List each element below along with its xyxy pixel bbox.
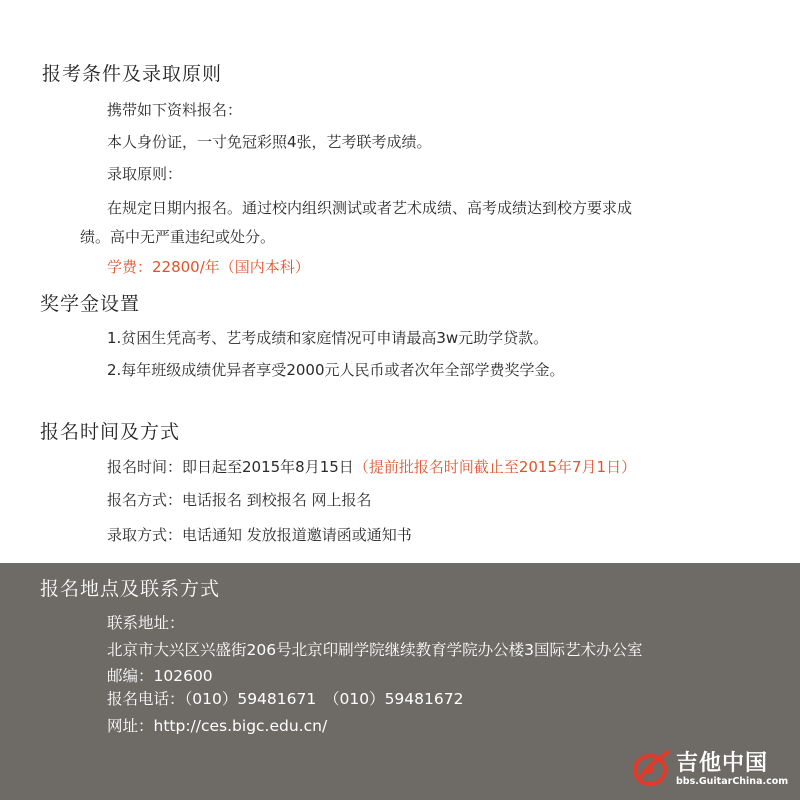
principles-label: 录取原则： bbox=[107, 165, 183, 183]
guitarchina-watermark bbox=[632, 746, 792, 794]
early-deadline-note: （提前批报名时间截止至2015年7月1日） bbox=[353, 458, 637, 476]
section-heading-contact: 报名地点及联系方式 bbox=[40, 578, 221, 600]
materials-label: 携带如下资料报名： bbox=[107, 101, 243, 119]
section-heading-scholarship: 奖学金设置 bbox=[40, 293, 141, 315]
website-text: 网址：http://ces.bigc.edu.cn/ bbox=[107, 717, 328, 735]
watermark-url: bbs.GuitarChina.com bbox=[676, 776, 789, 787]
watermark-name: 吉他中国 bbox=[676, 751, 769, 776]
tuition-text: 学费：22800/年（国内本科） bbox=[107, 258, 310, 276]
admission-notice-method: 录取方式：电话通知 发放报道邀请函或通知书 bbox=[107, 526, 412, 544]
scholarship-item-1: 1.贫困生凭高考、艺考成绩和家庭情况可申请最高3w元助学贷款。 bbox=[107, 329, 549, 347]
registration-method: 报名方式：电话报名 到校报名 网上报名 bbox=[107, 491, 372, 509]
guitar-logo-icon bbox=[632, 748, 672, 788]
address-text: 北京市大兴区兴盛街206号北京印刷学院继续教育学院办公楼3国际艺术办公室 bbox=[107, 641, 643, 659]
principles-text-line2: 绩。高中无严重违纪或处分。 bbox=[80, 228, 276, 246]
section-heading-requirements: 报考条件及录取原则 bbox=[42, 63, 223, 85]
principles-text-line1: 在规定日期内报名。通过校内组织测试或者艺术成绩、高考成绩达到校方要求成 bbox=[107, 199, 633, 217]
registration-time bbox=[107, 456, 636, 477]
phone-text: 报名电话：（010）59481671 （010）59481672 bbox=[107, 690, 464, 708]
scholarship-item-2: 2.每年班级成绩优异者享受2000元人民币或者次年全部学费奖学金。 bbox=[107, 361, 565, 379]
address-label: 联系地址： bbox=[107, 614, 185, 632]
registration-time-text: 报名时间：即日起至2015年8月15日 bbox=[107, 458, 354, 476]
contact-panel bbox=[0, 563, 800, 800]
section-heading-registration: 报名时间及方式 bbox=[40, 421, 181, 443]
materials-list: 本人身份证，一寸免冠彩照4张，艺考联考成绩。 bbox=[107, 133, 432, 151]
postcode-text: 邮编：102600 bbox=[107, 667, 213, 685]
